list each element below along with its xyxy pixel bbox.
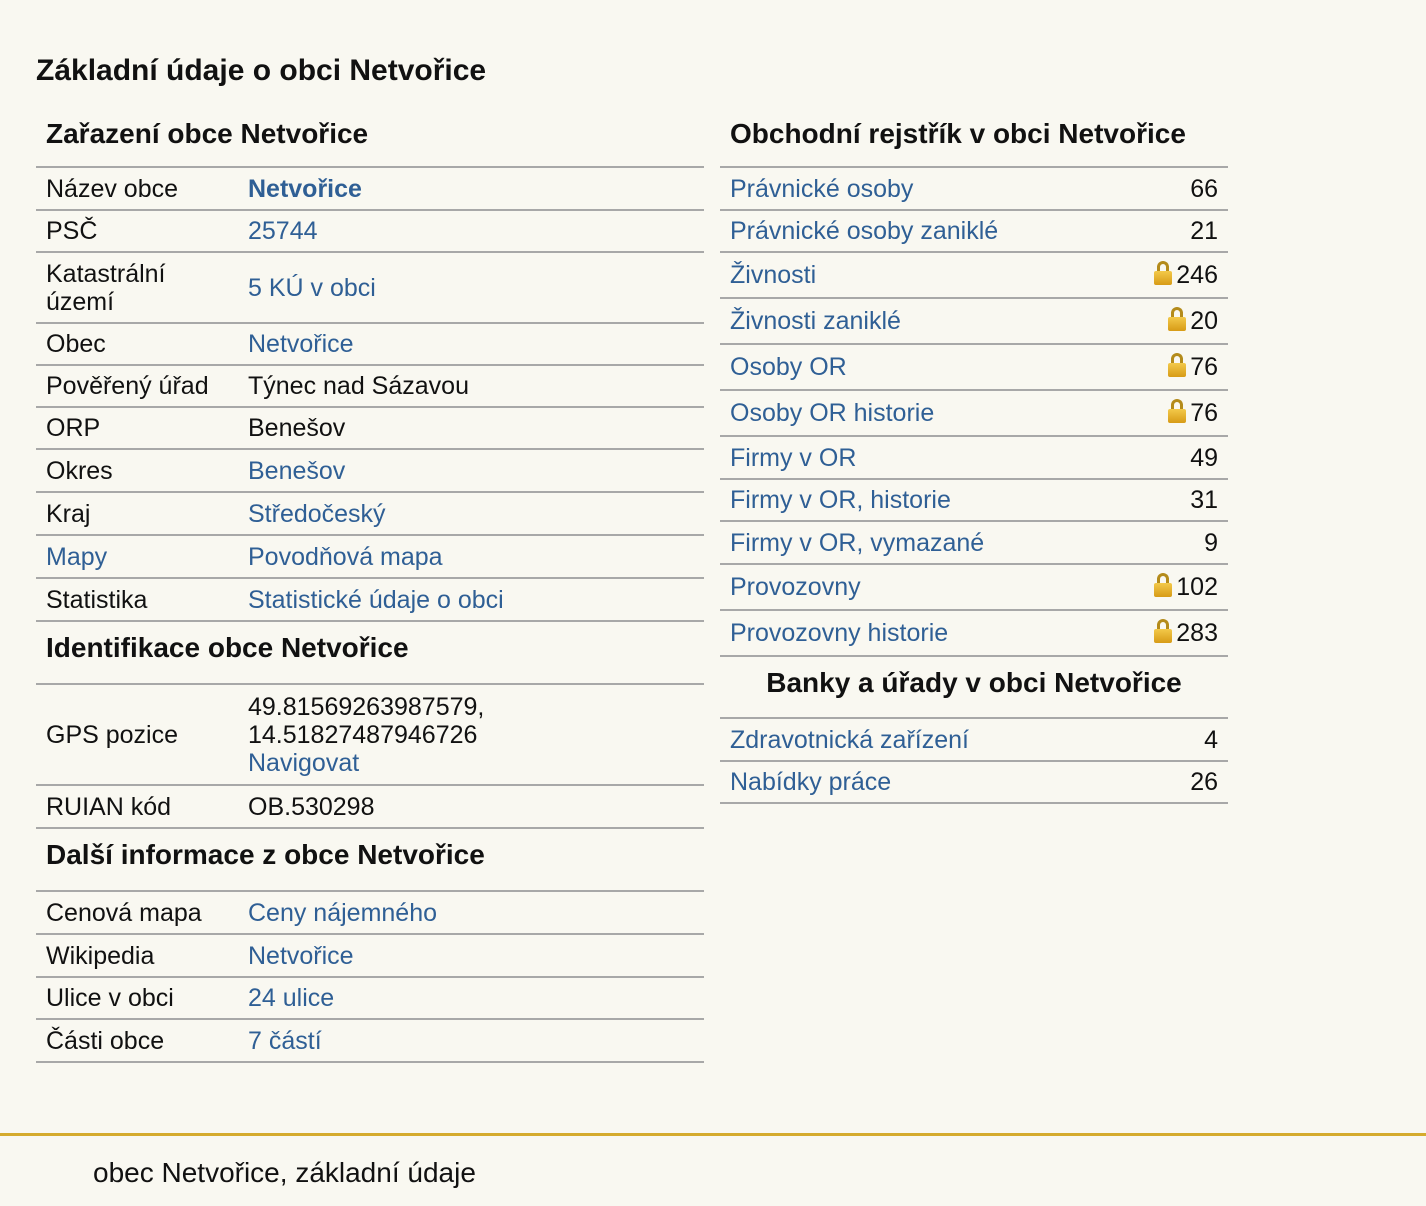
- row-label: Cenová mapa: [36, 892, 238, 934]
- table-row: [36, 210, 704, 252]
- rejstrik-count: 21: [1114, 210, 1228, 252]
- table-row: [36, 785, 704, 828]
- table-row: [36, 365, 704, 407]
- row-label: Statistika: [36, 578, 238, 621]
- lock-icon: [1154, 619, 1172, 643]
- table-row: [36, 578, 704, 621]
- statistika-link[interactable]: Statistické údaje o obci: [248, 585, 504, 614]
- table-row: [36, 407, 704, 449]
- rejstrik-link[interactable]: Provozovny historie: [730, 619, 949, 647]
- ulice-link[interactable]: 24 ulice: [248, 984, 335, 1012]
- rejstrik-count: 49: [1114, 436, 1228, 479]
- rejstrik-link[interactable]: Živnosti zaniklé: [730, 307, 901, 335]
- row-label: Název obce: [36, 168, 238, 210]
- rejstrik-count: 246: [1176, 261, 1218, 289]
- table-row: [36, 449, 704, 492]
- banky-count: 4: [1149, 719, 1228, 761]
- table-row: [720, 252, 1228, 298]
- rejstrik-link[interactable]: Osoby OR: [730, 353, 847, 381]
- row-label: RUIAN kód: [36, 785, 238, 828]
- table-row: [720, 390, 1228, 436]
- row-label: Kraj: [36, 492, 238, 535]
- rejstrik-link[interactable]: Provozovny: [730, 573, 861, 601]
- rejstrik-link[interactable]: Právnické osoby: [730, 174, 914, 203]
- row-label: PSČ: [36, 210, 238, 252]
- rejstrik-count: 283: [1176, 619, 1218, 647]
- table-row: [720, 436, 1228, 479]
- table-row: [720, 210, 1228, 252]
- rejstrik-link[interactable]: Právnické osoby zaniklé: [730, 217, 999, 245]
- rejstrik-link[interactable]: Firmy v OR, vymazané: [730, 528, 985, 557]
- identifikace-table: [36, 685, 704, 829]
- table-row: [720, 521, 1228, 564]
- row-label: ORP: [36, 407, 238, 449]
- banky-heading: Banky a úřady v obci Netvořice: [720, 657, 1228, 719]
- rejstrik-table: [720, 168, 1228, 657]
- table-row: [36, 685, 704, 785]
- table-row: [720, 761, 1228, 803]
- table-row: [36, 252, 704, 323]
- table-row: [720, 344, 1228, 390]
- obec-link[interactable]: Netvořice: [248, 330, 354, 358]
- casti-obce-link[interactable]: 7 částí: [248, 1026, 322, 1055]
- povereny-urad-value: Týnec nad Sázavou: [238, 365, 704, 407]
- lock-icon: [1154, 261, 1172, 285]
- obec-name-link[interactable]: Netvořice: [248, 174, 362, 203]
- psc-link[interactable]: 25744: [248, 217, 318, 245]
- navigovat-link[interactable]: Navigovat: [248, 748, 360, 777]
- lock-icon: [1168, 399, 1186, 423]
- rejstrik-count: 66: [1114, 168, 1228, 210]
- rejstrik-heading: Obchodní rejstřík v obci Netvořice: [720, 114, 1228, 168]
- povodnova-mapa-link[interactable]: Povodňová mapa: [248, 542, 443, 571]
- table-row: [720, 168, 1228, 210]
- kraj-link[interactable]: Středočeský: [248, 499, 386, 528]
- table-row: [36, 535, 704, 578]
- rejstrik-count: 102: [1176, 573, 1218, 601]
- table-row: [720, 298, 1228, 344]
- ruian-value: OB.530298: [238, 785, 704, 828]
- table-row: [720, 610, 1228, 656]
- table-row: [720, 564, 1228, 610]
- table-row: [36, 1019, 704, 1062]
- footer-text: obec Netvořice, základní údaje: [93, 1157, 476, 1188]
- row-label: Pověřený úřad: [36, 365, 238, 407]
- rejstrik-count: 76: [1190, 353, 1218, 381]
- gps-latitude: 49.81569263987579,: [248, 692, 485, 721]
- rejstrik-link[interactable]: Firmy v OR: [730, 443, 857, 472]
- lock-icon: [1154, 573, 1172, 597]
- row-label: GPS pozice: [36, 685, 238, 785]
- table-row: [720, 479, 1228, 521]
- row-label: Okres: [36, 449, 238, 492]
- table-row: [36, 892, 704, 934]
- footer-divider: [0, 1133, 1426, 1136]
- katastralni-uzemi-link[interactable]: 5 KÚ v obci: [248, 273, 376, 302]
- okres-link[interactable]: Benešov: [248, 456, 346, 485]
- zdravotnicka-zarizeni-link[interactable]: Zdravotnická zařízení: [730, 725, 969, 754]
- table-row: [36, 168, 704, 210]
- orp-value: Benešov: [238, 407, 704, 449]
- table-row: [36, 492, 704, 535]
- lock-icon: [1168, 353, 1186, 377]
- rejstrik-count: 76: [1190, 399, 1218, 427]
- banky-count: 26: [1149, 761, 1228, 803]
- table-row: [36, 934, 704, 977]
- dalsi-heading: Další informace z obce Netvořice: [36, 829, 704, 892]
- row-label: Části obce: [36, 1019, 238, 1062]
- rejstrik-count: 31: [1114, 479, 1228, 521]
- rejstrik-link[interactable]: Firmy v OR, historie: [730, 486, 951, 514]
- table-row: [36, 977, 704, 1019]
- page-title: Základní údaje o obci Netvořice: [36, 54, 487, 87]
- lock-icon: [1168, 307, 1186, 331]
- rejstrik-count: 9: [1114, 521, 1228, 564]
- identifikace-heading: Identifikace obce Netvořice: [36, 622, 704, 685]
- banky-table: [720, 719, 1228, 804]
- zarazeni-table: [36, 168, 704, 622]
- ceny-najemneho-link[interactable]: Ceny nájemného: [248, 898, 438, 927]
- table-row: [720, 719, 1228, 761]
- row-label: Obec: [36, 323, 238, 365]
- row-label: Katastrální území: [36, 252, 238, 323]
- nabidky-prace-link[interactable]: Nabídky práce: [730, 768, 892, 796]
- mapy-link[interactable]: Mapy: [46, 542, 108, 571]
- table-row: [36, 323, 704, 365]
- row-label: Ulice v obci: [36, 977, 238, 1019]
- dalsi-table: [36, 892, 704, 1063]
- rejstrik-link[interactable]: Živnosti: [730, 261, 817, 289]
- row-label: Wikipedia: [36, 934, 238, 977]
- gps-longitude: 14.51827487946726: [248, 720, 478, 749]
- zarazeni-heading: Zařazení obce Netvořice: [36, 114, 704, 168]
- rejstrik-count: 20: [1190, 307, 1218, 335]
- rejstrik-link[interactable]: Osoby OR historie: [730, 399, 935, 427]
- right-column: [720, 114, 1228, 804]
- wikipedia-link[interactable]: Netvořice: [248, 941, 354, 970]
- gps-value: [238, 685, 704, 785]
- left-column: [36, 114, 704, 1063]
